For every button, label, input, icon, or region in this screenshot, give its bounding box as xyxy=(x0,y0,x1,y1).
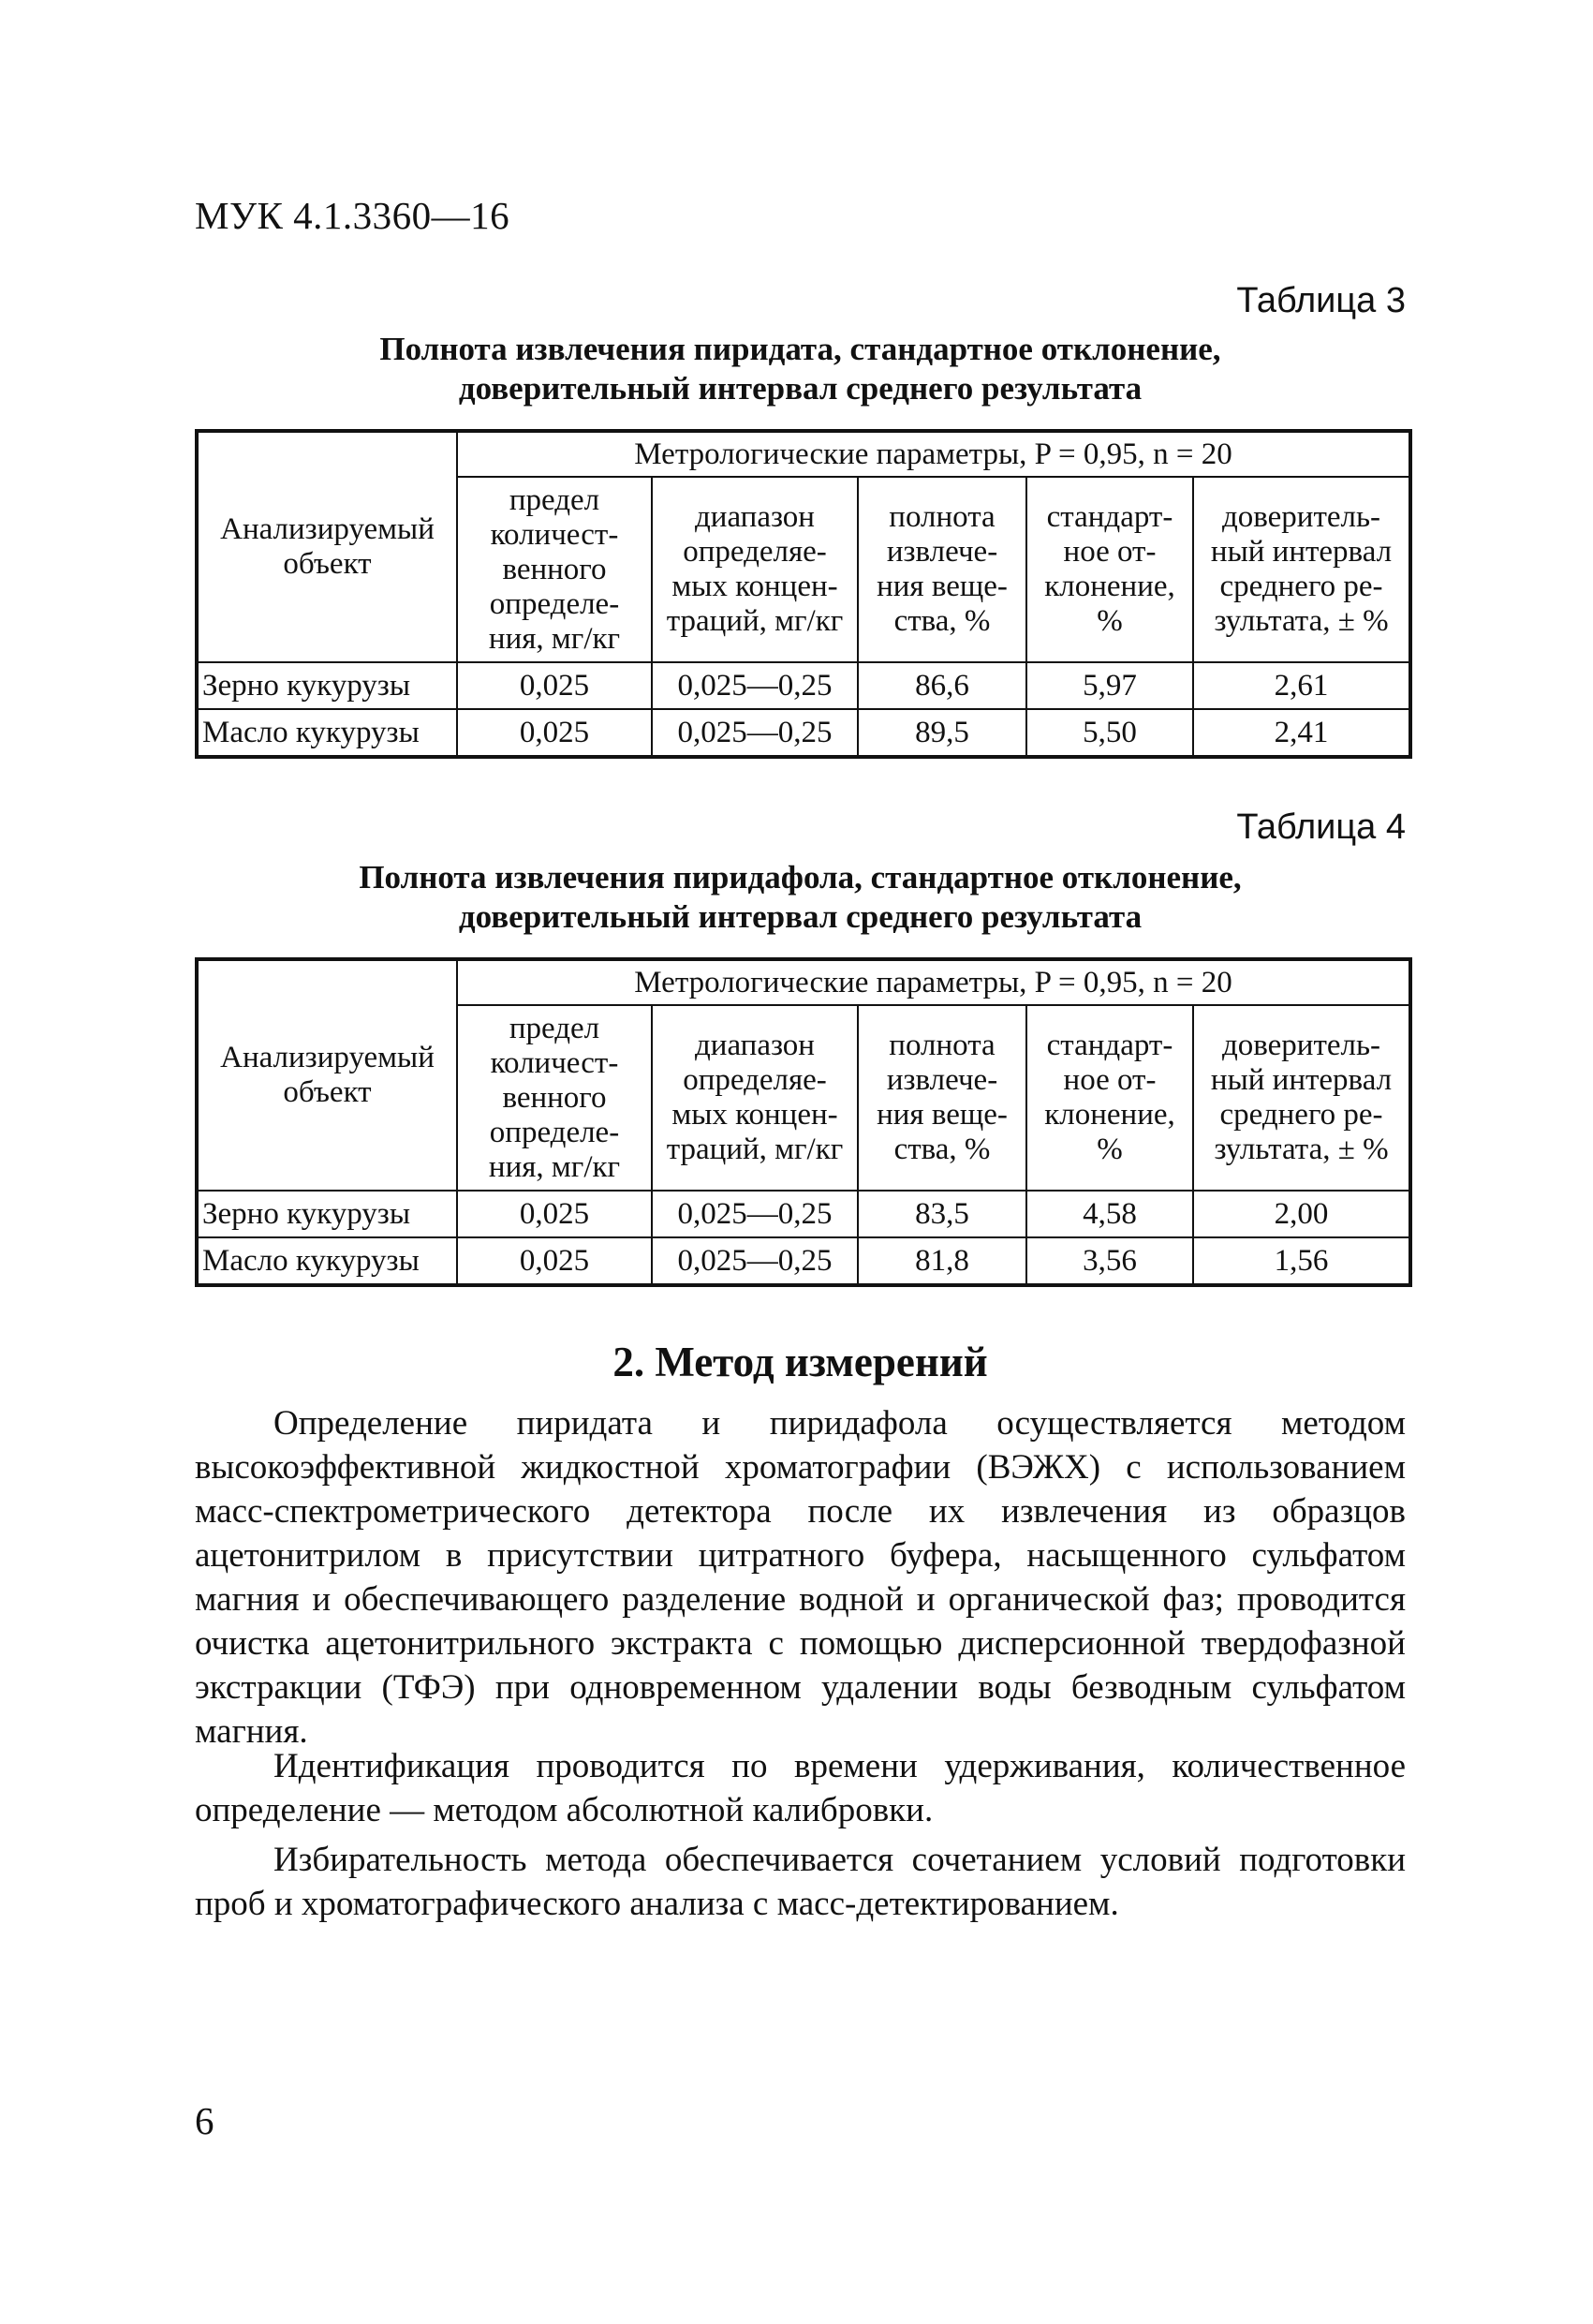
row-object: Масло кукурузы xyxy=(197,1237,457,1285)
row-object: Зерно кукурузы xyxy=(197,1191,457,1237)
cell-confidence: 2,61 xyxy=(1193,662,1410,709)
cell-recovery: 89,5 xyxy=(858,709,1026,757)
table-row xyxy=(197,662,1410,709)
col-header-loq: предел количест- венного определе- ния, мг/кг xyxy=(457,477,652,662)
document-header: МУК 4.1.3360—16 xyxy=(195,194,510,237)
params-header: Метрологические параметры, P = 0,95, n = 20 xyxy=(457,959,1410,1005)
section-paragraph-2: Идентификация проводится по времени удерживания, количественное определение — методом абсолютной калибровки. xyxy=(195,1747,1406,1829)
cell-std-dev: 5,97 xyxy=(1026,662,1193,709)
cell-range: 0,025—0,25 xyxy=(652,662,858,709)
col-header-recovery: полнота извлече- ния веще- ства, % xyxy=(858,1005,1026,1191)
cell-loq: 0,025 xyxy=(457,662,652,709)
col-header-std-dev: стандарт- ное от- клонение, % xyxy=(1026,1005,1193,1191)
table-row xyxy=(197,1191,1410,1237)
section-paragraph-1: Определение пиридата и пиридафола осуществляется методом высокоэффективной жидкостной хроматографии (ВЭЖХ) с использованием масс-спектрометрического детектора после их извлечения из образцов ацетонитрилом в присутствии цитратного буфера, насыщенного сульфатом магния и обеспечивающего разделение водной и органической фаз; проводится очистка ацетонитрильного экстракта с помощью дисперсионной твердофазной экстракции (ТФЭ) при одновременном удалении воды безводным сульфатом магния. xyxy=(195,1404,1406,1751)
cell-std-dev: 3,56 xyxy=(1026,1237,1193,1285)
object-column-header: Анализируемый объект xyxy=(197,431,457,662)
col-header-confidence: доверитель- ный интервал среднего ре- зультата, ± % xyxy=(1193,477,1410,662)
cell-range: 0,025—0,25 xyxy=(652,1237,858,1285)
cell-range: 0,025—0,25 xyxy=(652,1191,858,1237)
table-4-label: Таблица 4 xyxy=(1236,807,1406,847)
cell-recovery: 81,8 xyxy=(858,1237,1026,1285)
table-3 xyxy=(195,429,1412,759)
col-header-recovery: полнота извлече- ния веще- ства, % xyxy=(858,477,1026,662)
cell-confidence: 1,56 xyxy=(1193,1237,1410,1285)
cell-confidence: 2,00 xyxy=(1193,1191,1410,1237)
table-4-caption-line1: Полнота извлечения пиридафола, стандартное отклонение, xyxy=(359,859,1242,896)
cell-loq: 0,025 xyxy=(457,709,652,757)
table-4-caption-line2: доверительный интервал среднего результата xyxy=(458,898,1143,935)
table-3-caption-line2: доверительный интервал среднего результата xyxy=(458,370,1143,407)
params-header: Метрологические параметры, P = 0,95, n = 20 xyxy=(457,431,1410,477)
col-header-std-dev: стандарт- ное от- клонение, % xyxy=(1026,477,1193,662)
col-header-loq: предел количест- венного определе- ния, мг/кг xyxy=(457,1005,652,1191)
page-number: 6 xyxy=(195,2099,214,2142)
row-object: Зерно кукурузы xyxy=(197,662,457,709)
cell-confidence: 2,41 xyxy=(1193,709,1410,757)
section-paragraph-3: Избирательность метода обеспечивается сочетанием условий подготовки проб и хроматографического анализа с масс-детектированием. xyxy=(195,1841,1406,1923)
row-object: Масло кукурузы xyxy=(197,709,457,757)
table-3-caption xyxy=(195,330,1406,408)
col-header-range: диапазон определяе- мых концен- траций, мг/кг xyxy=(652,477,858,662)
table-3-label: Таблица 3 xyxy=(1236,281,1406,320)
table-4-caption xyxy=(195,858,1406,937)
cell-recovery: 83,5 xyxy=(858,1191,1026,1237)
section-title: 2. Метод измерений xyxy=(612,1339,988,1385)
table-row xyxy=(197,1237,1410,1285)
table-row xyxy=(197,709,1410,757)
table-4 xyxy=(195,957,1412,1287)
cell-loq: 0,025 xyxy=(457,1191,652,1237)
table-3-caption-line1: Полнота извлечения пиридата, стандартное отклонение, xyxy=(379,331,1221,367)
col-header-range: диапазон определяе- мых концен- траций, мг/кг xyxy=(652,1005,858,1191)
col-header-confidence: доверитель- ный интервал среднего ре- зультата, ± % xyxy=(1193,1005,1410,1191)
cell-std-dev: 5,50 xyxy=(1026,709,1193,757)
cell-std-dev: 4,58 xyxy=(1026,1191,1193,1237)
object-column-header: Анализируемый объект xyxy=(197,959,457,1191)
cell-loq: 0,025 xyxy=(457,1237,652,1285)
cell-range: 0,025—0,25 xyxy=(652,709,858,757)
cell-recovery: 86,6 xyxy=(858,662,1026,709)
